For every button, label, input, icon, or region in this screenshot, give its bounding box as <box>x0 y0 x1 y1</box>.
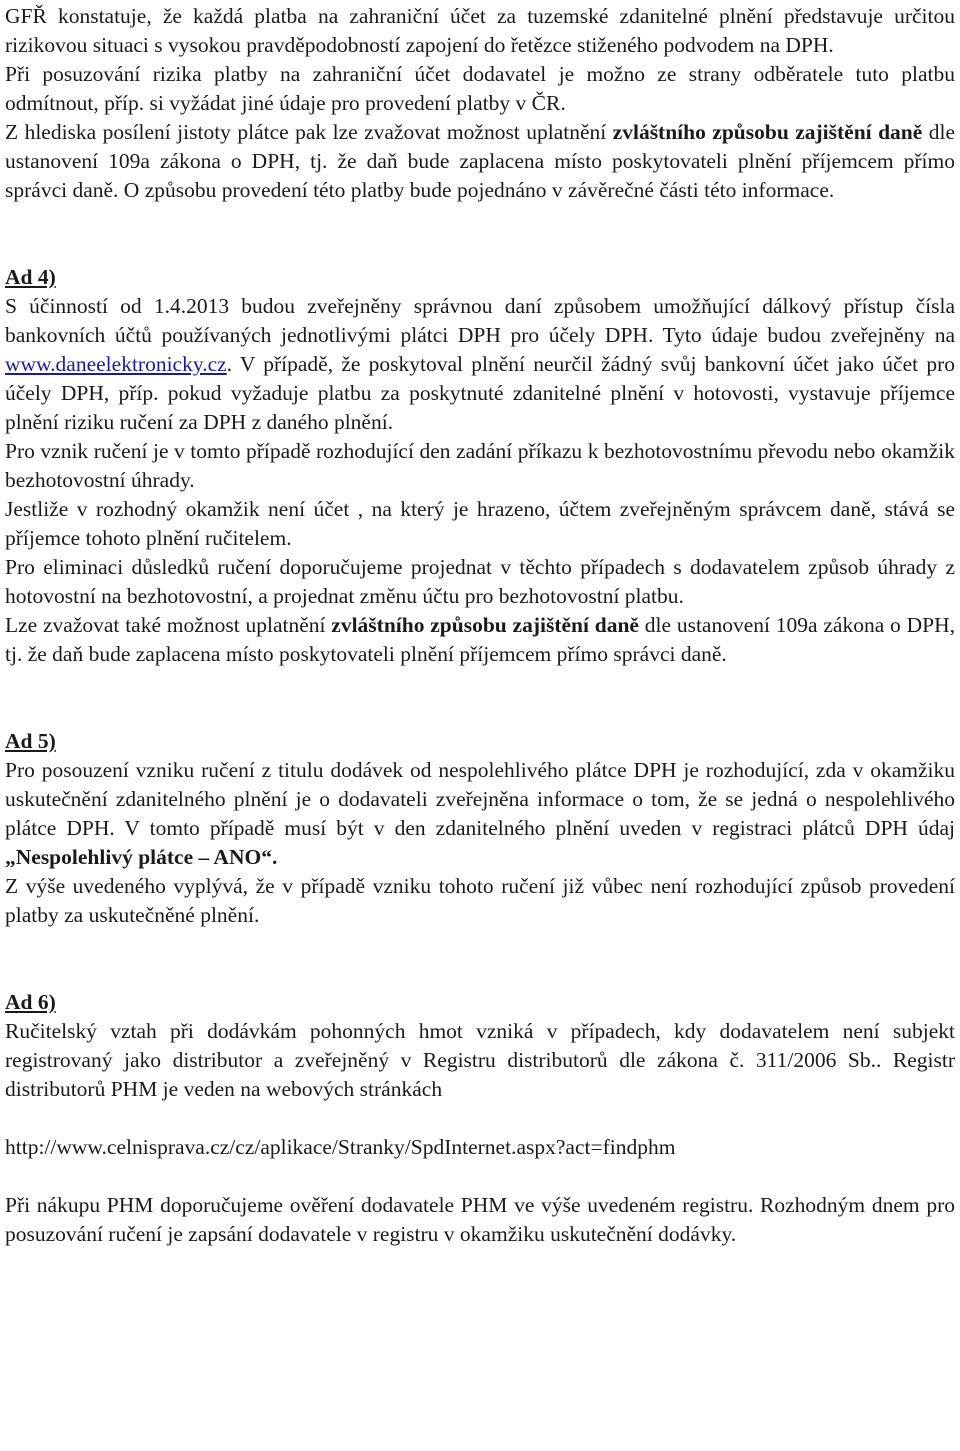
ad5-paragraph-2: Z výše uvedeného vyplývá, že v případě vzniku tohoto ručení již vůbec není rozhodující způsob provedení platby za uskutečněné plnění. <box>5 874 955 927</box>
ad4-paragraph-5 <box>5 611 955 669</box>
ad5-heading: Ad 5) <box>5 729 56 753</box>
ad6-paragraph-2: Při nákupu PHM doporučujeme ověření dodavatele PHM ve výše uvedeném registru. Rozhodným dnem pro posuzování ručení je zapsání dodavatele v registru v okamžiku uskutečnění dodávky. <box>5 1193 955 1246</box>
ad4-paragraph-3: Jestliže v rozhodný okamžik není účet , na který je hrazeno, účtem zveřejněným správcem daně, stává se příjemce tohoto plnění ručitelem. <box>5 497 955 550</box>
ad4-paragraph-1-text-a: S účinností od 1.4.2013 budou zveřejněny správnou daní způsobem umožňující dálkový přístup čísla bankovních účtů používaných jednotlivými plátci DPH pro účely DPH. Tyto údaje budou zveřejněny na <box>5 294 955 347</box>
ad5-paragraph-1-text: Pro posouzení vzniku ručení z titulu dodávek od nespolehlivého plátce DPH je rozhodující, zda v okamžiku uskutečnění zdanitelného plnění je o dodavateli zveřejněna informace o tom, že se jedná o nespolehlivého plátce DPH. V tomto případě musí být v den zdanitelného plnění uveden v registraci plátců DPH údaj <box>5 758 955 840</box>
daneelektronicky-link[interactable]: www.daneelektronicky.cz <box>5 352 227 376</box>
spacer <box>5 930 955 988</box>
intro-paragraph-1: GFŘ konstatuje, že každá platba na zahraniční účet za tuzemské zdanitelné plnění představuje určitou rizikovou situaci s vysokou pravděpodobností zapojení do řetězce stiženého podvodem na DPH. <box>5 4 955 57</box>
celnisprava-url[interactable]: http://www.celnisprava.cz/cz/aplikace/Stranky/SpdInternet.aspx?act=findphm <box>5 1135 676 1159</box>
spacer <box>5 1162 955 1191</box>
spacer <box>5 669 955 727</box>
spacer <box>5 1104 955 1133</box>
intro-paragraph-3 <box>5 118 955 205</box>
intro-paragraph-3-text-b: dle ustanovení 109a zákona o DPH, tj. že daň bude zaplacena místo poskytovateli plnění příjemcem přímo správci daně. O způsobu provedení této platby bude pojednáno v závěrečné části této informace. <box>5 120 955 202</box>
intro-paragraph-2: Při posuzování rizika platby na zahraniční účet dodavatel je možno ze strany odběratele tuto platbu odmítnout, příp. si vyžádat jiné údaje pro provedení platby v ČR. <box>5 62 955 115</box>
ad4-paragraph-1 <box>5 292 955 437</box>
ad4-paragraph-1-text-b: . V případě, že poskytoval plnění neurčil žádný svůj bankovní účet jako účet pro účely DPH, příp. pokud vyžaduje platbu za poskytnuté zdanitelné plnění v hotovosti, vystavuje příjemce plnění riziku ručení za DPH z daného plnění. <box>5 352 955 434</box>
ad6-url-line <box>5 1133 955 1162</box>
ad6-heading: Ad 6) <box>5 990 56 1014</box>
intro-paragraph-3-text-a: Z hlediska posílení jistoty plátce pak lze zvažovat možnost uplatnění <box>5 120 613 144</box>
intro-paragraph-3-bold: zvláštního způsobu zajištění daně <box>612 120 923 144</box>
document-page <box>5 2 955 1249</box>
ad4-heading: Ad 4) <box>5 265 56 289</box>
spacer <box>5 205 955 263</box>
ad6-paragraph-1: Ručitelský vztah při dodávkám pohonných hmot vzniká v případech, kdy dodavatelem není subjekt registrovaný jako distributor a zveřejněný v Registru distributorů dle zákona č. 311/2006 Sb.. Registr distributorů PHM je veden na webových stránkách <box>5 1019 955 1101</box>
ad4-paragraph-5-bold: zvláštního způsobu zajištění daně <box>331 613 639 637</box>
ad5-paragraph-1-bold: „Nespolehlivý plátce – ANO“. <box>5 845 278 869</box>
ad4-paragraph-4: Pro eliminaci důsledků ručení doporučujeme projednat v těchto případech s dodavatelem způsob úhrady z hotovostní na bezhotovostní, a projednat změnu účtu pro bezhotovostní platbu. <box>5 555 955 608</box>
ad5-paragraph-1 <box>5 756 955 872</box>
ad4-paragraph-5-text-a: Lze zvažovat také možnost uplatnění <box>5 613 332 637</box>
ad4-paragraph-2: Pro vznik ručení je v tomto případě rozhodující den zadání příkazu k bezhotovostnímu převodu nebo okamžik bezhotovostní úhrady. <box>5 439 955 492</box>
ad4-paragraph-5-text-b: dle ustanovení 109a zákona o DPH, tj. že daň bude zaplacena místo poskytovateli plnění příjemcem přímo správci daně. <box>5 613 955 666</box>
